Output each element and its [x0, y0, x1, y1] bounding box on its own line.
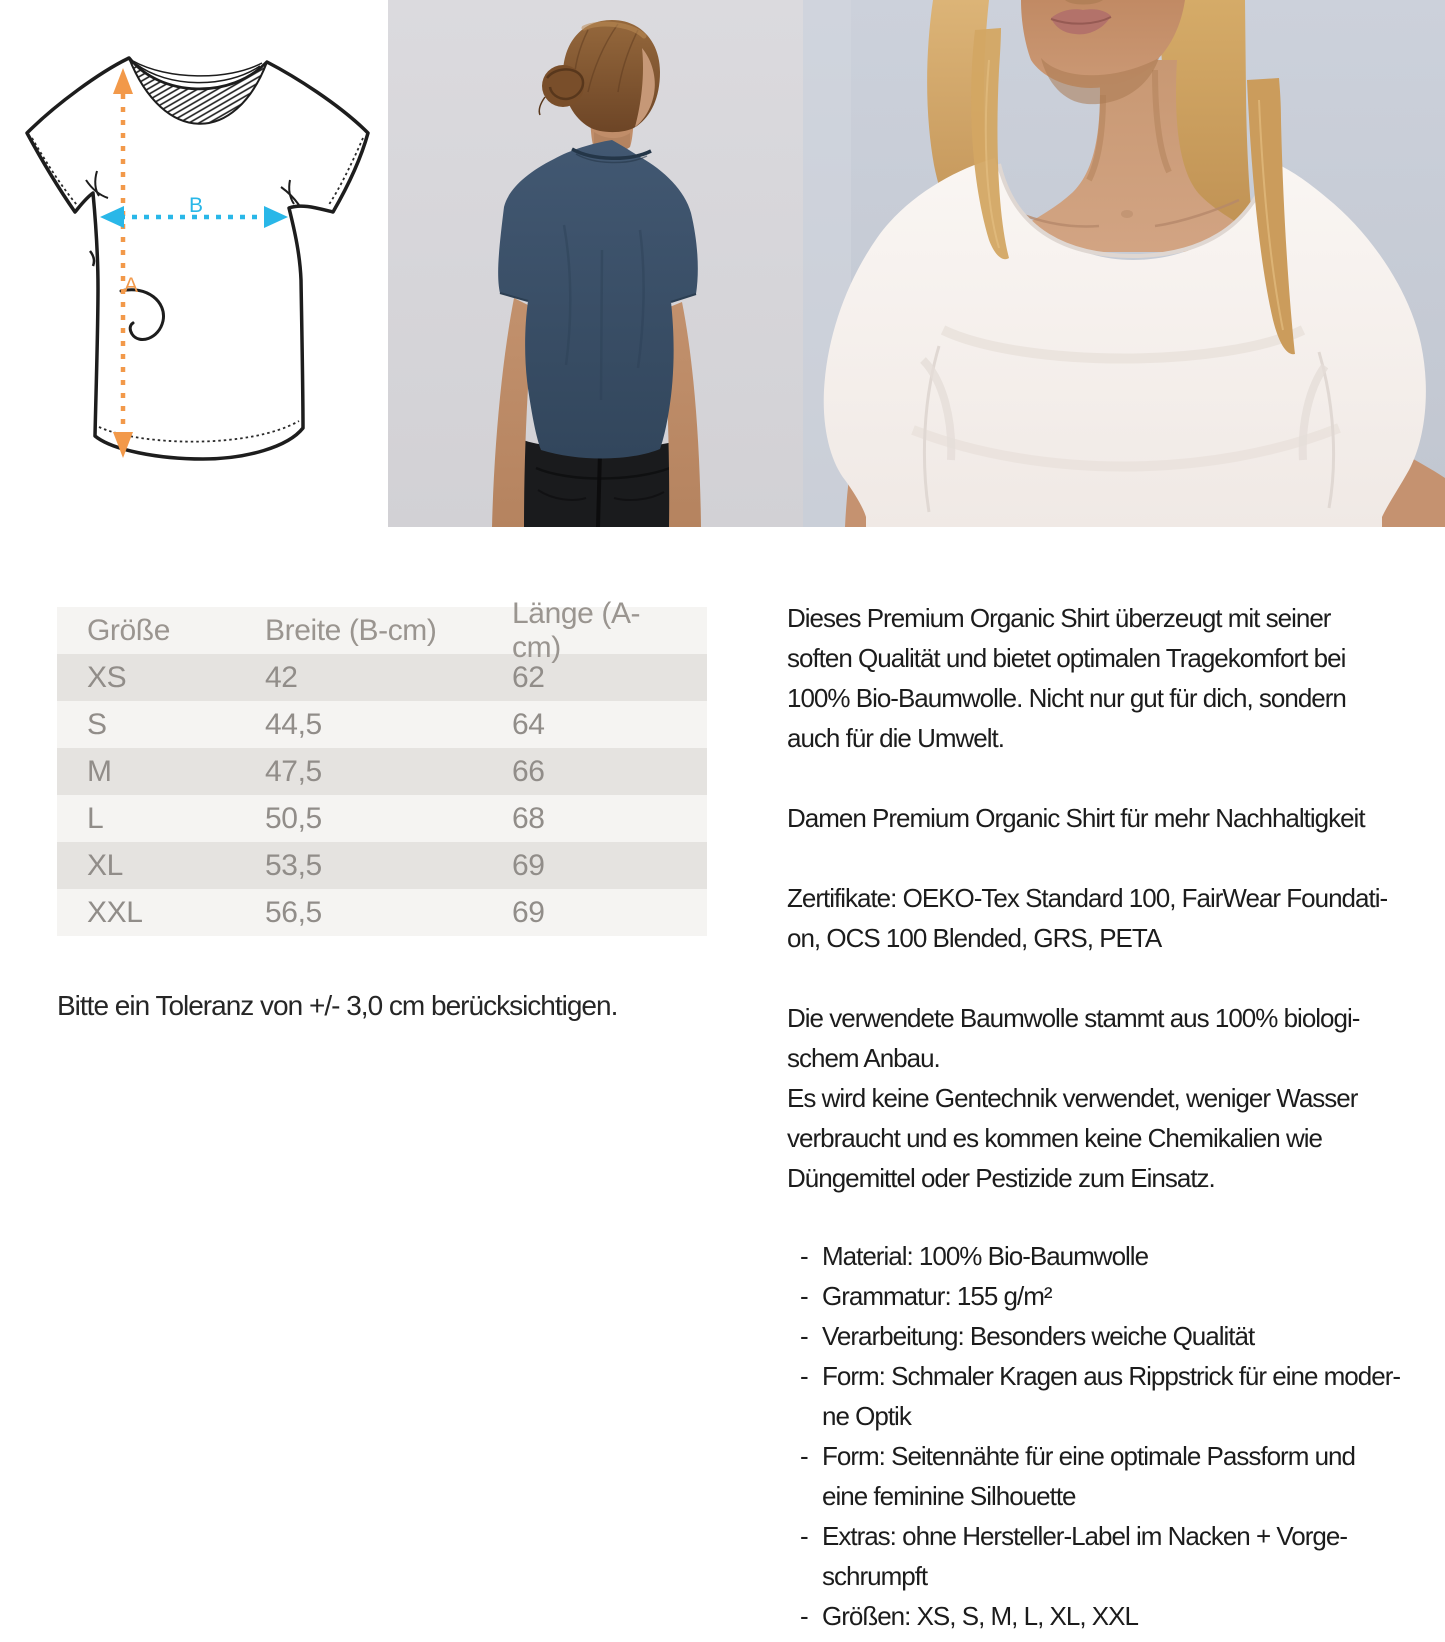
column-header-length: Länge (A-cm)	[512, 596, 641, 664]
label-a: A	[124, 274, 139, 297]
text-line: verbraucht und es kommen keine Chemikalien wie	[787, 1123, 1322, 1153]
bullet-item	[787, 1316, 1445, 1356]
table-cell: M	[87, 754, 112, 788]
table-row	[57, 748, 707, 795]
text-line: Die verwendete Baumwolle stammt aus 100% biologi-	[787, 1003, 1360, 1033]
model-front-photo	[803, 0, 1445, 527]
table-cell: XS	[87, 660, 127, 694]
photo-front-view	[803, 0, 1445, 527]
table-cell: S	[87, 707, 107, 741]
bullet-marker: -	[800, 1441, 808, 1471]
tolerance-note: Bitte ein Toleranz von +/- 3,0 cm berücksichtigen.	[57, 990, 618, 1021]
text-line: Größen: XS, S, M, L, XL, XXL	[822, 1601, 1138, 1631]
model-back-photo	[388, 0, 803, 527]
table-cell: 44,5	[265, 707, 322, 741]
table-cell: 56,5	[265, 895, 322, 929]
bullet-item	[787, 1236, 1445, 1276]
table-cell: 47,5	[265, 754, 322, 788]
product-description	[787, 598, 1445, 1636]
text-line: auch für die Umwelt.	[787, 723, 1004, 753]
column-header-width: Breite (B-cm)	[265, 613, 437, 647]
bullet-item	[787, 1516, 1445, 1596]
text-line: Verarbeitung: Besonders weiche Qualität	[822, 1321, 1255, 1351]
table-cell: 50,5	[265, 801, 322, 835]
table-cell: 68	[512, 801, 545, 835]
text-line: Zertifikate: OEKO-Tex Standard 100, FairWear Foundati-	[787, 883, 1388, 913]
bullet-marker: -	[800, 1601, 808, 1631]
bullet-marker: -	[800, 1361, 808, 1391]
text-line: soften Qualität und bietet optimalen Tragekomfort bei	[787, 643, 1346, 673]
label-b: B	[189, 194, 204, 217]
table-row	[57, 842, 707, 889]
table-row	[57, 654, 707, 701]
paragraph	[787, 1078, 1445, 1198]
size-table-body	[57, 654, 707, 936]
table-cell: XXL	[87, 895, 143, 929]
description-paragraphs	[787, 598, 1445, 1198]
bullet-marker: -	[800, 1241, 808, 1271]
text-line: Dieses Premium Organic Shirt überzeugt mit seiner	[787, 603, 1331, 633]
bullet-item	[787, 1436, 1445, 1516]
paragraph	[787, 598, 1445, 758]
text-line: Damen Premium Organic Shirt für mehr Nachhaltigkeit	[787, 803, 1365, 833]
text-line: Form: Schmaler Kragen aus Rippstrick für eine moder-	[822, 1361, 1401, 1391]
text-line: Grammatur: 155 g/m²	[822, 1281, 1052, 1311]
description-bullet-list	[787, 1236, 1445, 1636]
paragraph	[787, 798, 1445, 838]
table-cell: 69	[512, 848, 545, 882]
size-chart-table	[57, 596, 707, 936]
text-line: Es wird keine Gentechnik verwendet, weniger Wasser	[787, 1083, 1358, 1113]
table-cell: XL	[87, 848, 123, 882]
table-row	[57, 795, 707, 842]
table-cell: 53,5	[265, 848, 322, 882]
column-header-size: Größe	[87, 613, 171, 647]
text-line: Form: Seitennähte für eine optimale Passform und	[822, 1441, 1355, 1471]
text-line: on, OCS 100 Blended, GRS, PETA	[787, 923, 1162, 953]
bullet-item	[787, 1276, 1445, 1316]
text-line: schrumpft	[822, 1561, 928, 1591]
bullet-marker: -	[800, 1281, 808, 1311]
text-line: Extras: ohne Hersteller-Label im Nacken + Vorge-	[822, 1521, 1347, 1551]
text-line: eine feminine Silhouette	[822, 1481, 1076, 1511]
text-line: 100% Bio-Baumwolle. Nicht nur gut für dich, sondern	[787, 683, 1346, 713]
table-cell: 62	[512, 660, 545, 694]
tshirt-measurement-drawing	[0, 0, 388, 527]
table-row	[57, 889, 707, 936]
text-line: Düngemittel oder Pestizide zum Einsatz.	[787, 1163, 1215, 1193]
table-cell: 66	[512, 754, 545, 788]
size-diagram	[0, 0, 388, 527]
table-row	[57, 701, 707, 748]
table-cell: L	[87, 801, 104, 835]
bullet-marker: -	[800, 1521, 808, 1551]
paragraph	[787, 878, 1445, 958]
photo-back-view	[388, 0, 803, 527]
text-line: ne Optik	[822, 1401, 911, 1431]
text-line: Material: 100% Bio-Baumwolle	[822, 1241, 1149, 1271]
bullet-item	[787, 1596, 1445, 1636]
paragraph	[787, 998, 1445, 1078]
text-line: schem Anbau.	[787, 1043, 940, 1073]
table-cell: 42	[265, 660, 298, 694]
bullet-marker: -	[800, 1321, 808, 1351]
size-table-header	[57, 596, 707, 664]
table-cell: 64	[512, 707, 545, 741]
bullet-item	[787, 1356, 1445, 1436]
table-cell: 69	[512, 895, 545, 929]
